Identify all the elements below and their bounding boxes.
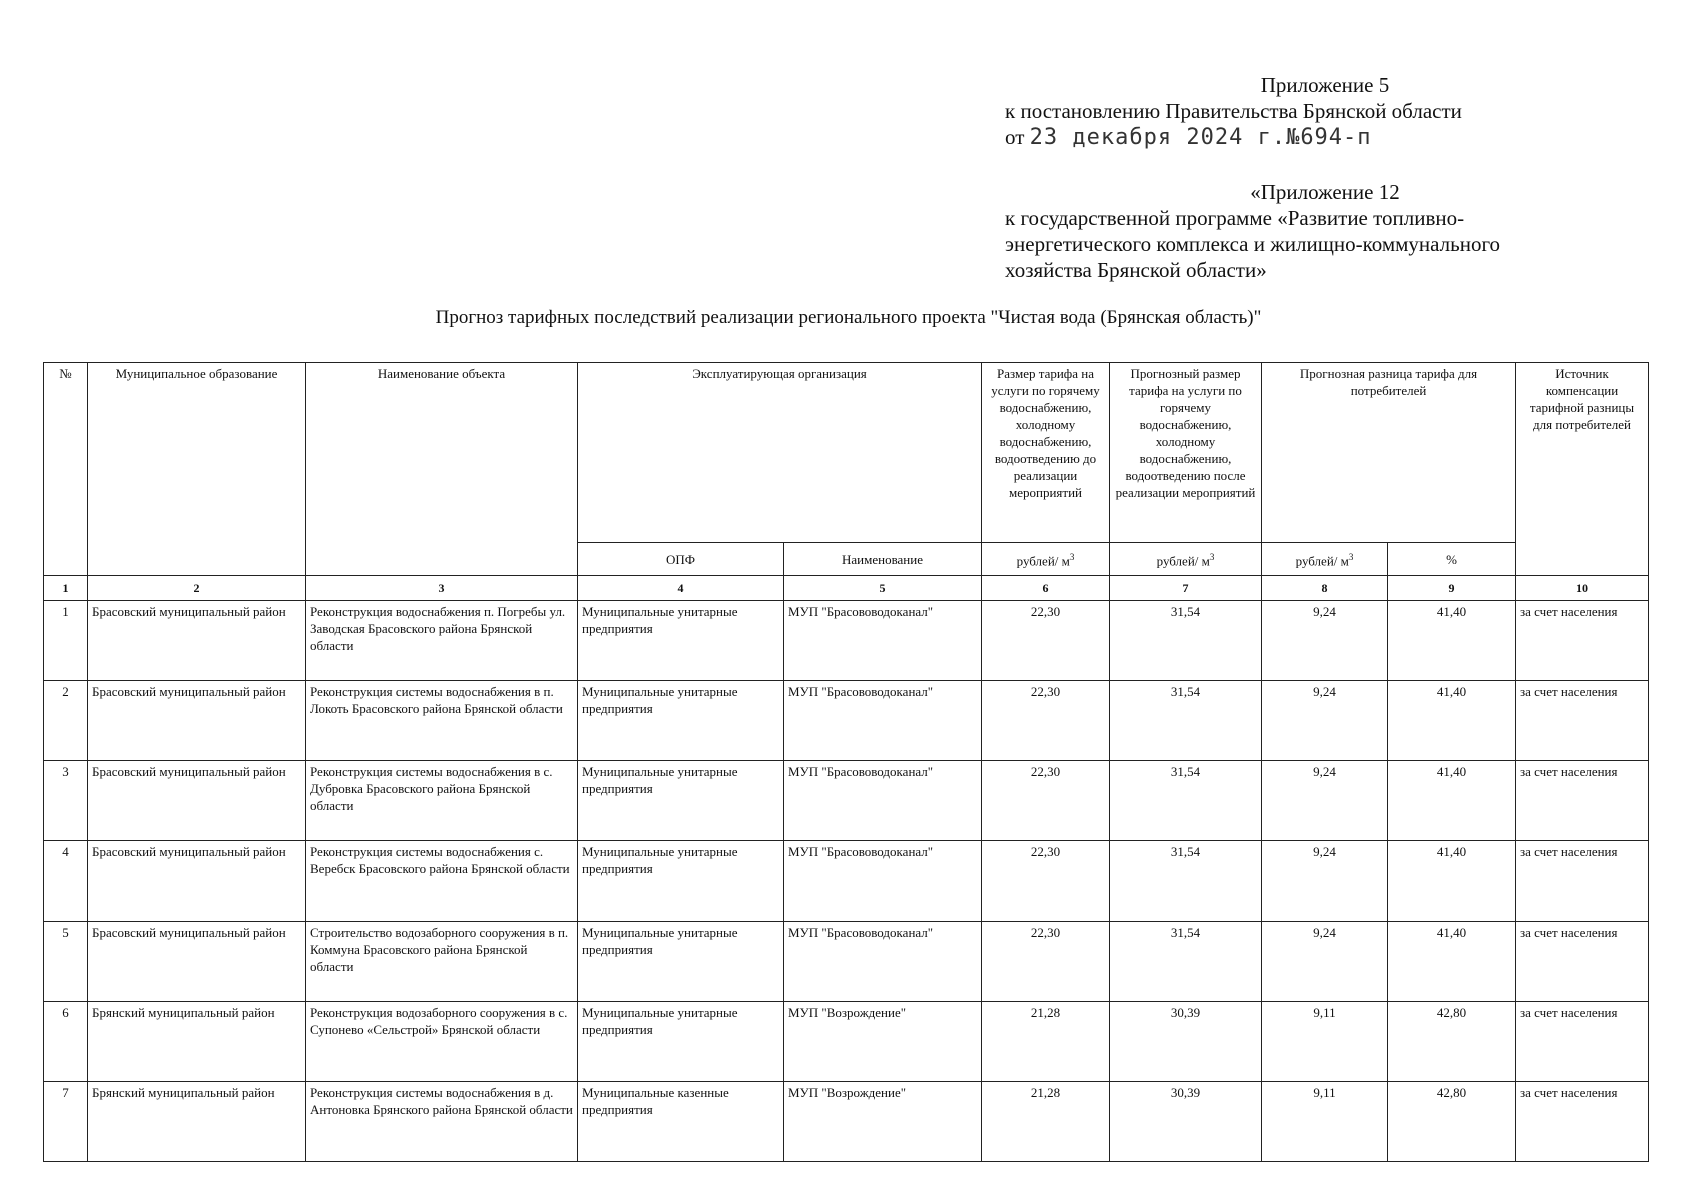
cell-no: 2 bbox=[44, 681, 88, 761]
cell-municipality: Брянский муниципальный район bbox=[88, 1001, 306, 1081]
cell-no: 6 bbox=[44, 1001, 88, 1081]
appendix-number: Приложение 5 bbox=[1260, 73, 1390, 97]
decree-reference: к постановлению Правительства Брянской области bbox=[1005, 99, 1462, 123]
date-number-stamp: 23 декабря 2024 г.№694-п bbox=[1029, 125, 1372, 150]
table-row bbox=[44, 1081, 1649, 1161]
cell-source: за счет населения bbox=[1516, 761, 1649, 841]
col-header-municipality: Муниципальное образование bbox=[88, 363, 306, 576]
document-title: Прогноз тарифных последствий реализации регионального проекта "Чистая вода (Брянская область)" bbox=[435, 307, 1262, 328]
cell-diff-rub: 9,24 bbox=[1262, 841, 1388, 921]
cell-diff-pct: 41,40 bbox=[1388, 921, 1516, 1001]
cell-municipality: Брасовский муниципальный район bbox=[88, 841, 306, 921]
cell-object: Реконструкция системы водоснабжения в с. Дубровка Брасовского района Брянской области bbox=[306, 761, 578, 841]
cell-diff-rub: 9,24 bbox=[1262, 681, 1388, 761]
col-header-opf: ОПФ bbox=[578, 543, 784, 576]
unit-label: рублей/ $м^3$ bbox=[982, 543, 1110, 576]
cell-name: МУП "Брасововодоканал" bbox=[784, 921, 982, 1001]
table-row bbox=[44, 681, 1649, 761]
cell-tariff-after: 31,54 bbox=[1110, 841, 1262, 921]
cell-object: Реконструкция системы водоснабжения в д. Антоновка Брянского района Брянской области bbox=[306, 1081, 578, 1161]
cell-name: МУП "Возрождение" bbox=[784, 1081, 982, 1161]
cell-tariff-before: 22,30 bbox=[982, 761, 1110, 841]
cell-opf: Муниципальные унитарные предприятия bbox=[578, 1001, 784, 1081]
header-row bbox=[44, 363, 1649, 543]
cell-tariff-before: 21,28 bbox=[982, 1081, 1110, 1161]
cell-no: 7 bbox=[44, 1081, 88, 1161]
cell-tariff-before: 22,30 bbox=[982, 681, 1110, 761]
cell-diff-pct: 41,40 bbox=[1388, 681, 1516, 761]
cell-tariff-after: 30,39 bbox=[1110, 1001, 1262, 1081]
cell-diff-rub: 9,11 bbox=[1262, 1001, 1388, 1081]
cell-source: за счет населения bbox=[1516, 841, 1649, 921]
col-header-difference: Прогнозная разница тарифа для потребителей bbox=[1262, 363, 1516, 543]
cell-opf: Муниципальные унитарные предприятия bbox=[578, 681, 784, 761]
cell-opf: Муниципальные унитарные предприятия bbox=[578, 841, 784, 921]
col-header-object: Наименование объекта bbox=[306, 363, 578, 576]
col-header-tariff-after: Прогнозный размер тарифа на услуги по горячему водоснабжению, холодному водоснабжению, водоотведению после реализации мероприятий bbox=[1110, 363, 1262, 543]
col-header-tariff-before: Размер тарифа на услуги по горячему водоснабжению, холодному водоснабжению, водоотведению до реализации мероприятий bbox=[982, 363, 1110, 543]
cell-diff-rub: 9,11 bbox=[1262, 1081, 1388, 1161]
cell-diff-pct: 42,80 bbox=[1388, 1001, 1516, 1081]
cell-opf: Муниципальные казенные предприятия bbox=[578, 1081, 784, 1161]
cell-diff-pct: 41,40 bbox=[1388, 601, 1516, 681]
tariff-forecast-table bbox=[43, 362, 1649, 1162]
cell-tariff-before: 21,28 bbox=[982, 1001, 1110, 1081]
column-number-row bbox=[44, 576, 1649, 601]
col-header-name: Наименование bbox=[784, 543, 982, 576]
cell-no: 4 bbox=[44, 841, 88, 921]
cell-no: 1 bbox=[44, 601, 88, 681]
decree-date-line bbox=[1005, 124, 1645, 151]
cell-object: Реконструкция системы водоснабжения в п. Локоть Брасовского района Брянской области bbox=[306, 681, 578, 761]
col-header-no: № bbox=[44, 363, 88, 576]
cell-source: за счет населения bbox=[1516, 601, 1649, 681]
cell-diff-pct: 41,40 bbox=[1388, 841, 1516, 921]
cell-object: Реконструкция водоснабжения п. Погребы ул. Заводская Брасовского района Брянской области bbox=[306, 601, 578, 681]
cell-tariff-after: 30,39 bbox=[1110, 1081, 1262, 1161]
cell-tariff-before: 22,30 bbox=[982, 601, 1110, 681]
column-number: 8 bbox=[1262, 576, 1388, 601]
cell-opf: Муниципальные унитарные предприятия bbox=[578, 921, 784, 1001]
cell-tariff-after: 31,54 bbox=[1110, 601, 1262, 681]
cell-name: МУП "Брасововодоканал" bbox=[784, 841, 982, 921]
cell-opf: Муниципальные унитарные предприятия bbox=[578, 601, 784, 681]
cell-tariff-before: 22,30 bbox=[982, 921, 1110, 1001]
cell-no: 3 bbox=[44, 761, 88, 841]
program-reference-1: к государственной программе «Развитие топливно- bbox=[1005, 206, 1465, 230]
table-row bbox=[44, 841, 1649, 921]
cell-tariff-before: 22,30 bbox=[982, 841, 1110, 921]
column-number: 5 bbox=[784, 576, 982, 601]
program-reference-2: энергетического комплекса и жилищно-коммунального bbox=[1005, 232, 1501, 256]
column-number: 9 bbox=[1388, 576, 1516, 601]
table-row bbox=[44, 1001, 1649, 1081]
cell-no: 5 bbox=[44, 921, 88, 1001]
cell-diff-pct: 41,40 bbox=[1388, 761, 1516, 841]
cell-tariff-after: 31,54 bbox=[1110, 921, 1262, 1001]
date-prefix: от bbox=[1005, 125, 1025, 149]
cell-object: Реконструкция системы водоснабжения с. Веребск Брасовского района Брянской области bbox=[306, 841, 578, 921]
cell-tariff-after: 31,54 bbox=[1110, 681, 1262, 761]
cell-source: за счет населения bbox=[1516, 681, 1649, 761]
cell-name: МУП "Брасововодоканал" bbox=[784, 681, 982, 761]
column-number: 7 bbox=[1110, 576, 1262, 601]
cell-object: Реконструкция водозаборного сооружения в с. Супонево «Сельстрой» Брянской области bbox=[306, 1001, 578, 1081]
cell-municipality: Брасовский муниципальный район bbox=[88, 921, 306, 1001]
cell-name: МУП "Брасововодоканал" bbox=[784, 601, 982, 681]
document-header bbox=[1005, 72, 1645, 283]
cell-object: Строительство водозаборного сооружения в п. Коммуна Брасовского района Брянской области bbox=[306, 921, 578, 1001]
unit-label: рублей/ $м^3$ bbox=[1110, 543, 1262, 576]
col-header-operator: Эксплуатирующая организация bbox=[578, 363, 982, 543]
percent-label: % bbox=[1388, 543, 1516, 576]
column-number: 2 bbox=[88, 576, 306, 601]
cell-source: за счет населения bbox=[1516, 1001, 1649, 1081]
unit-label: рублей/ $м^3$ bbox=[1262, 543, 1388, 576]
cell-name: МУП "Возрождение" bbox=[784, 1001, 982, 1081]
cell-source: за счет населения bbox=[1516, 921, 1649, 1001]
column-number: 6 bbox=[982, 576, 1110, 601]
cell-diff-pct: 42,80 bbox=[1388, 1081, 1516, 1161]
column-number: 4 bbox=[578, 576, 784, 601]
program-reference-3: хозяйства Брянской области» bbox=[1005, 258, 1267, 282]
cell-municipality: Брянский муниципальный район bbox=[88, 1081, 306, 1161]
column-number: 1 bbox=[44, 576, 88, 601]
col-header-source: Источник компенсации тарифной разницы для потребителей bbox=[1516, 363, 1649, 576]
program-appendix-number: «Приложение 12 bbox=[1250, 180, 1400, 204]
cell-municipality: Брасовский муниципальный район bbox=[88, 761, 306, 841]
column-number: 3 bbox=[306, 576, 578, 601]
cell-opf: Муниципальные унитарные предприятия bbox=[578, 761, 784, 841]
cell-source: за счет населения bbox=[1516, 1081, 1649, 1161]
cell-municipality: Брасовский муниципальный район bbox=[88, 601, 306, 681]
cell-diff-rub: 9,24 bbox=[1262, 601, 1388, 681]
cell-municipality: Брасовский муниципальный район bbox=[88, 681, 306, 761]
cell-diff-rub: 9,24 bbox=[1262, 761, 1388, 841]
table-row bbox=[44, 761, 1649, 841]
table-row bbox=[44, 921, 1649, 1001]
cell-diff-rub: 9,24 bbox=[1262, 921, 1388, 1001]
column-number: 10 bbox=[1516, 576, 1649, 601]
cell-name: МУП "Брасововодоканал" bbox=[784, 761, 982, 841]
cell-tariff-after: 31,54 bbox=[1110, 761, 1262, 841]
table-row bbox=[44, 601, 1649, 681]
